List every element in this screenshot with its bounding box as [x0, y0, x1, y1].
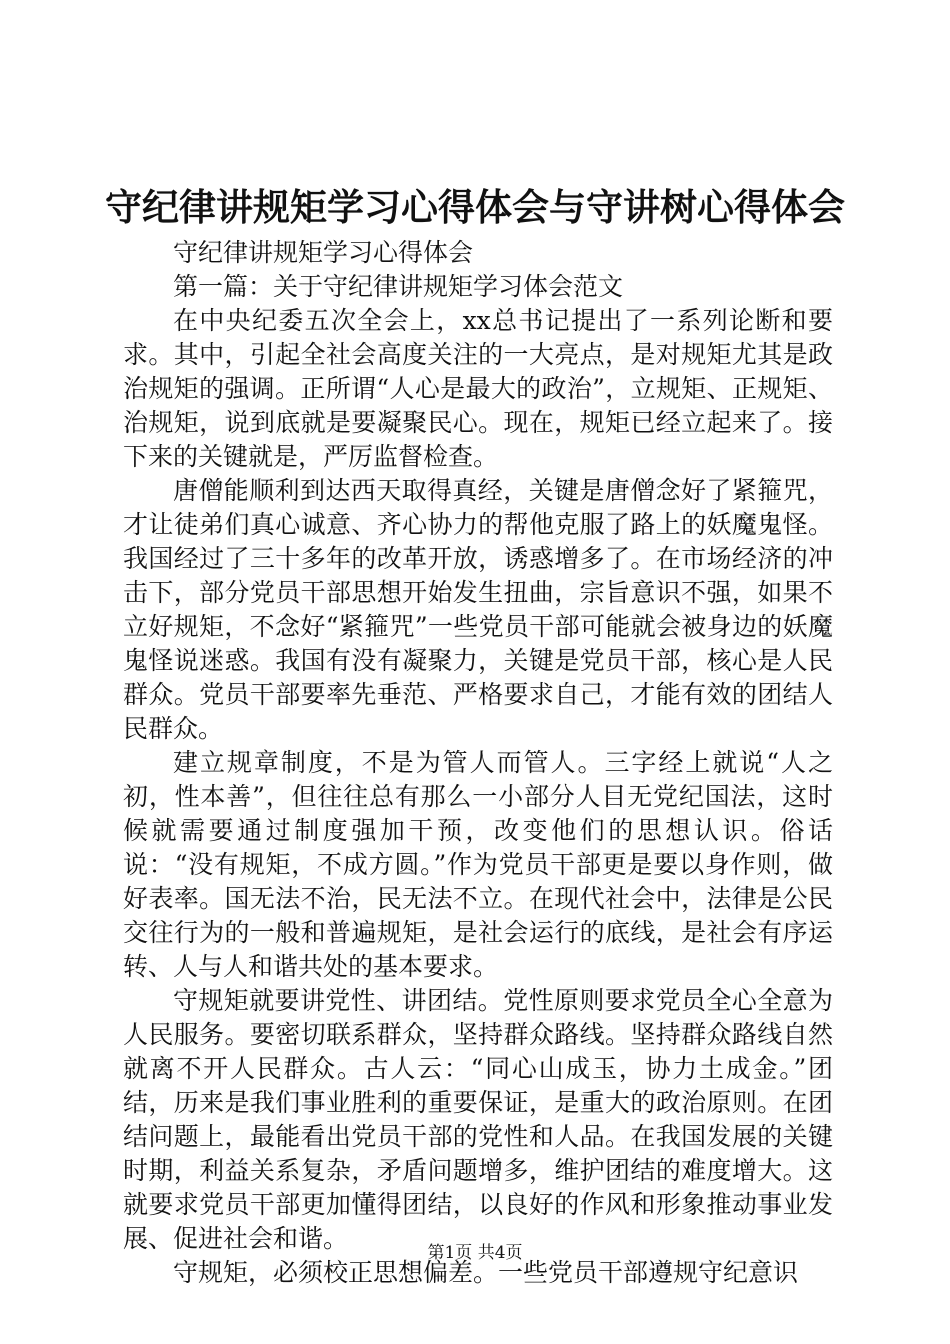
page-footer [0, 1241, 950, 1265]
paragraph: 守规矩就要讲党性、讲团结。党性原则要求党员全心全意为人民服务。要密切联系群众，坚持群众路线。坚持群众路线自然就离不开人民群众。古人云：“同心山成玉，协力土成金。”团结，历来是我们事业胜利的重要保证，是重大的政治原则。在团结问题上，最能看出党员干部的党性和人品。在我国发展的关键时期，利益关系复杂，矛盾问题增多，维护团结的难度增大。这就要求党员干部更加懂得团结，以良好的作风和形象推动事业发展、促进社会和谐。 [123, 986, 833, 1253]
paragraph: 建立规章制度，不是为管人而管人。三字经上就说“人之初，性本善”，但往往总有那么一小部分人目无党纪国法，这时候就需要通过制度强加干预，改变他们的思想认识。俗话说：“没有规矩，不成方圆。”作为党员干部更是要以身作则，做好表率。国无法不治，民无法不立。在现代社会中，法律是公民交往行为的一般和普遍规矩，是社会运行的底线，是社会有序运转、人与人和谐共处的基本要求。 [123, 748, 833, 981]
document-subtitle: 守纪律讲规矩学习心得体会 [173, 238, 474, 267]
paragraph: 守规矩，必须校正思想偏差。一些党员干部遵规守纪意识 [173, 1258, 799, 1287]
page-indicator: 第1页 共4页 [427, 1243, 523, 1263]
section-heading: 第一篇：关于守纪律讲规矩学习体会范文 [173, 272, 624, 301]
document-title: 守纪律讲规矩学习心得体会与守讲树心得体会 [105, 185, 845, 229]
document-body [123, 236, 833, 1290]
paragraph: 唐僧能顺利到达西天取得真经，关键是唐僧念好了紧箍咒，才让徒弟们真心诚意、齐心协力的帮他克服了路上的妖魔鬼怪。我国经过了三十多年的改革开放，诱惑增多了。在市场经济的冲击下，部分党员干部思想开始发生扭曲，宗旨意识不强，如果不立好规矩，不念好“紧箍咒”一些党员干部可能就会被身边的妖魔鬼怪说迷惑。我国有没有凝聚力，关键是党员干部，核心是人民群众。党员干部要率先垂范、严格要求自己，才能有效的团结人民群众。 [123, 476, 833, 743]
paragraph: 在中央纪委五次全会上，xx总书记提出了一系列论断和要求。其中，引起全社会高度关注的一大亮点，是对规矩尤其是政治规矩的强调。正所谓“人心是最大的政治”，立规矩、正规矩、治规矩，说到底就是要凝聚民心。现在，规矩已经立起来了。接下来的关键就是，严厉监督检查。 [123, 306, 833, 471]
